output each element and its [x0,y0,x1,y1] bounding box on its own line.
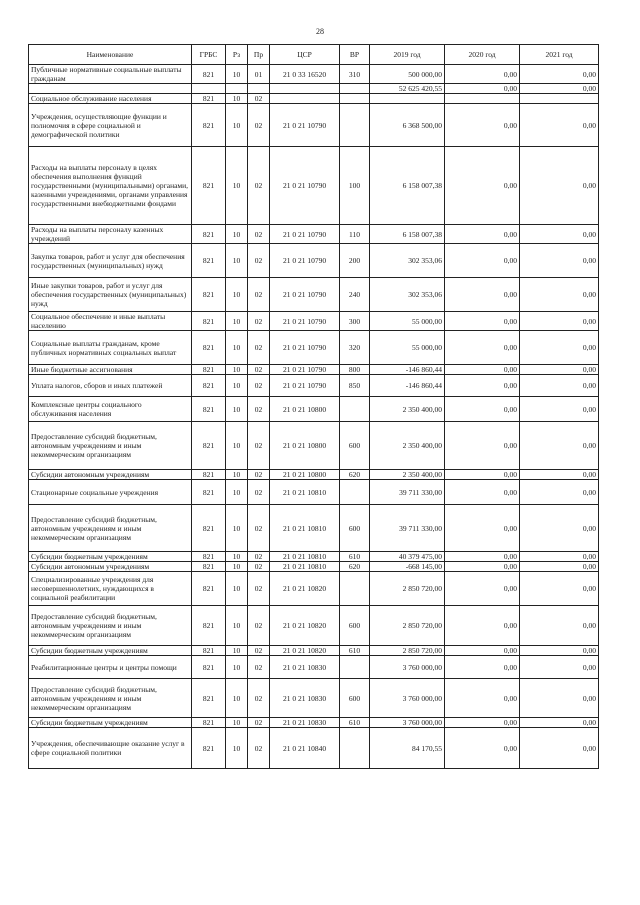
cell-2019: 3 760 000,00 [370,718,445,728]
cell-csr: 21 0 21 10790 [270,244,340,278]
cell-2020: 0,00 [445,365,520,375]
cell-pr: 02 [248,552,270,562]
cell-rz [226,84,248,94]
cell-2019: 2 850 720,00 [370,572,445,606]
cell-rz: 10 [226,679,248,718]
table-row [29,278,599,312]
cell-pr: 02 [248,278,270,312]
cell-grbs: 821 [192,147,226,225]
cell-2019: 2 350 400,00 [370,397,445,422]
cell-csr: 21 0 21 10790 [270,278,340,312]
cell-2021: 0,00 [520,470,599,480]
cell-name: Комплексные центры социального обслуживания населения [29,397,192,422]
cell-csr [270,94,340,104]
cell-2021: 0,00 [520,278,599,312]
cell-grbs: 821 [192,65,226,84]
cell-csr: 21 0 21 10810 [270,480,340,505]
cell-2020: 0,00 [445,104,520,147]
cell-2019: 6 158 007,38 [370,225,445,244]
cell-2020: 0,00 [445,505,520,552]
cell-pr: 02 [248,679,270,718]
cell-2021: 0,00 [520,646,599,656]
cell-vr [340,572,370,606]
cell-2020: 0,00 [445,225,520,244]
header-name: Наименование [29,45,192,65]
cell-csr: 21 0 33 16520 [270,65,340,84]
cell-2019: 2 350 400,00 [370,470,445,480]
cell-name: Иные бюджетные ассигнования [29,365,192,375]
header-pr: Пр [248,45,270,65]
cell-2019: 3 760 000,00 [370,656,445,679]
table-row [29,470,599,480]
cell-2021: 0,00 [520,375,599,397]
cell-name: Субсидии автономным учреждениям [29,470,192,480]
cell-2019: 6 368 500,00 [370,104,445,147]
cell-2021: 0,00 [520,572,599,606]
cell-grbs: 821 [192,606,226,646]
cell-grbs: 821 [192,104,226,147]
cell-2019: -668 145,00 [370,562,445,572]
cell-2021: 0,00 [520,331,599,365]
cell-vr: 300 [340,312,370,331]
cell-2019: 302 353,06 [370,278,445,312]
cell-rz: 10 [226,505,248,552]
cell-pr: 02 [248,244,270,278]
cell-2020: 0,00 [445,480,520,505]
cell-vr: 600 [340,422,370,470]
cell-rz: 10 [226,422,248,470]
cell-csr: 21 0 21 10790 [270,331,340,365]
cell-grbs: 821 [192,312,226,331]
table-row [29,728,599,769]
header-2019: 2019 год [370,45,445,65]
cell-grbs: 821 [192,646,226,656]
cell-vr: 110 [340,225,370,244]
cell-rz: 10 [226,147,248,225]
cell-grbs: 821 [192,728,226,769]
cell-csr: 21 0 21 10810 [270,552,340,562]
cell-name: Социальные выплаты гражданам, кроме публичных нормативных социальных выплат [29,331,192,365]
cell-grbs: 821 [192,375,226,397]
cell-vr: 240 [340,278,370,312]
cell-csr: 21 0 21 10790 [270,312,340,331]
cell-grbs: 821 [192,470,226,480]
cell-2020: 0,00 [445,147,520,225]
cell-2019: 3 760 000,00 [370,679,445,718]
cell-pr: 02 [248,505,270,552]
table-row [29,147,599,225]
table-row [29,84,599,94]
cell-name: Иные закупки товаров, работ и услуг для обеспечения государственных (муниципальных) нужд [29,278,192,312]
cell-2020: 0,00 [445,679,520,718]
header-2021: 2021 год [520,45,599,65]
cell-name: Реабилитационные центры и центры помощи [29,656,192,679]
cell-rz: 10 [226,312,248,331]
cell-pr: 02 [248,606,270,646]
cell-vr: 610 [340,718,370,728]
cell-2019: -146 860,44 [370,365,445,375]
cell-name: Уплата налогов, сборов и иных платежей [29,375,192,397]
table-row [29,422,599,470]
cell-name: Учреждения, обеспечивающие оказание услуг в сфере социальной политики [29,728,192,769]
cell-pr: 02 [248,562,270,572]
cell-grbs [192,84,226,94]
cell-rz: 10 [226,470,248,480]
cell-2021: 0,00 [520,718,599,728]
cell-2019: -146 860,44 [370,375,445,397]
cell-name [29,84,192,94]
cell-2019: 39 711 330,00 [370,480,445,505]
cell-2021: 0,00 [520,480,599,505]
cell-2019: 40 379 475,00 [370,552,445,562]
cell-2020: 0,00 [445,470,520,480]
table-row [29,606,599,646]
cell-rz: 10 [226,278,248,312]
table-row [29,312,599,331]
cell-vr [340,104,370,147]
cell-pr: 02 [248,422,270,470]
cell-pr: 02 [248,331,270,365]
table-row [29,65,599,84]
cell-vr [340,656,370,679]
cell-vr: 100 [340,147,370,225]
cell-name: Субсидии бюджетным учреждениям [29,646,192,656]
table-row [29,505,599,552]
table-row [29,104,599,147]
cell-pr: 01 [248,65,270,84]
cell-name: Предоставление субсидий бюджетным, автономным учреждениям и иным некоммерческим организациям [29,606,192,646]
cell-vr [340,480,370,505]
cell-2021: 0,00 [520,679,599,718]
cell-vr: 620 [340,562,370,572]
cell-pr: 02 [248,656,270,679]
cell-pr: 02 [248,646,270,656]
cell-csr: 21 0 21 10790 [270,365,340,375]
cell-rz: 10 [226,365,248,375]
cell-pr: 02 [248,312,270,331]
table-row [29,365,599,375]
cell-grbs: 821 [192,94,226,104]
cell-vr: 610 [340,552,370,562]
cell-2021: 0,00 [520,397,599,422]
cell-2019: 2 850 720,00 [370,646,445,656]
cell-2019: 39 711 330,00 [370,505,445,552]
cell-name: Расходы на выплаты персоналу казенных учреждений [29,225,192,244]
cell-name: Субсидии бюджетным учреждениям [29,552,192,562]
cell-csr: 21 0 21 10800 [270,422,340,470]
cell-grbs: 821 [192,422,226,470]
cell-csr: 21 0 21 10810 [270,505,340,552]
header-csr: ЦСР [270,45,340,65]
cell-grbs: 821 [192,480,226,505]
cell-2021: 0,00 [520,244,599,278]
cell-2021: 0,00 [520,84,599,94]
cell-csr: 21 0 21 10830 [270,656,340,679]
table-row [29,646,599,656]
cell-csr: 21 0 21 10790 [270,104,340,147]
cell-2019: 500 000,00 [370,65,445,84]
cell-vr: 310 [340,65,370,84]
cell-2019 [370,94,445,104]
cell-2019: 52 625 420,55 [370,84,445,94]
cell-name: Учреждения, осуществляющие функции и полномочия в сфере социальной и демографической политики [29,104,192,147]
cell-csr: 21 0 21 10790 [270,375,340,397]
cell-name: Стационарные социальные учреждения [29,480,192,505]
cell-rz: 10 [226,480,248,505]
table-row [29,331,599,365]
cell-csr: 21 0 21 10810 [270,562,340,572]
cell-pr: 02 [248,718,270,728]
cell-2020: 0,00 [445,278,520,312]
cell-name: Предоставление субсидий бюджетным, автономным учреждениям и иным некоммерческим организациям [29,422,192,470]
cell-2019: 2 350 400,00 [370,422,445,470]
cell-rz: 10 [226,728,248,769]
cell-rz: 10 [226,375,248,397]
cell-vr: 600 [340,679,370,718]
cell-pr: 02 [248,397,270,422]
cell-rz: 10 [226,65,248,84]
header-vr: ВР [340,45,370,65]
cell-2020: 0,00 [445,552,520,562]
cell-pr: 02 [248,728,270,769]
page-number: 28 [316,27,324,36]
cell-2020: 0,00 [445,397,520,422]
cell-rz: 10 [226,104,248,147]
cell-2020: 0,00 [445,84,520,94]
cell-rz: 10 [226,656,248,679]
cell-grbs: 821 [192,225,226,244]
cell-rz: 10 [226,397,248,422]
cell-grbs: 821 [192,562,226,572]
cell-2021 [520,94,599,104]
cell-2020: 0,00 [445,312,520,331]
cell-grbs: 821 [192,718,226,728]
cell-2020: 0,00 [445,728,520,769]
cell-csr: 21 0 21 10830 [270,718,340,728]
cell-2020: 0,00 [445,572,520,606]
cell-csr: 21 0 21 10840 [270,728,340,769]
cell-csr: 21 0 21 10790 [270,225,340,244]
cell-vr [340,397,370,422]
cell-2021: 0,00 [520,552,599,562]
cell-2021: 0,00 [520,104,599,147]
cell-2020: 0,00 [445,244,520,278]
header-rz: Рз [226,45,248,65]
cell-csr: 21 0 21 10820 [270,646,340,656]
cell-rz: 10 [226,718,248,728]
cell-2020: 0,00 [445,562,520,572]
cell-vr [340,84,370,94]
cell-name: Социальное обслуживание населения [29,94,192,104]
cell-grbs: 821 [192,552,226,562]
cell-vr: 610 [340,646,370,656]
cell-2021: 0,00 [520,312,599,331]
cell-vr: 850 [340,375,370,397]
cell-vr: 620 [340,470,370,480]
cell-2021: 0,00 [520,365,599,375]
cell-vr [340,728,370,769]
cell-2020: 0,00 [445,656,520,679]
cell-pr: 02 [248,480,270,505]
table-row [29,572,599,606]
cell-name: Субсидии автономным учреждениям [29,562,192,572]
cell-rz: 10 [226,244,248,278]
cell-pr: 02 [248,104,270,147]
header-grbs: ГРБС [192,45,226,65]
cell-2020 [445,94,520,104]
cell-vr: 320 [340,331,370,365]
cell-grbs: 821 [192,397,226,422]
cell-pr: 02 [248,147,270,225]
cell-2019: 6 158 007,38 [370,147,445,225]
cell-2021: 0,00 [520,606,599,646]
cell-grbs: 821 [192,278,226,312]
table-header-row [29,45,599,65]
cell-2021: 0,00 [520,147,599,225]
cell-rz: 10 [226,94,248,104]
header-2020: 2020 год [445,45,520,65]
cell-pr: 02 [248,375,270,397]
cell-csr: 21 0 21 10800 [270,397,340,422]
cell-vr: 200 [340,244,370,278]
cell-pr: 02 [248,365,270,375]
cell-vr: 600 [340,606,370,646]
cell-name: Специализированные учреждения для несовершеннолетних, нуждающихся в социальной реабилитации [29,572,192,606]
table-row [29,375,599,397]
cell-rz: 10 [226,225,248,244]
cell-name: Публичные нормативные социальные выплаты гражданам [29,65,192,84]
table-row [29,225,599,244]
cell-csr: 21 0 21 10790 [270,147,340,225]
cell-vr: 800 [340,365,370,375]
cell-rz: 10 [226,331,248,365]
cell-2019: 55 000,00 [370,331,445,365]
table-row [29,244,599,278]
cell-grbs: 821 [192,572,226,606]
cell-grbs: 821 [192,331,226,365]
cell-rz: 10 [226,552,248,562]
cell-csr [270,84,340,94]
cell-2019: 55 000,00 [370,312,445,331]
cell-pr: 02 [248,572,270,606]
cell-2020: 0,00 [445,646,520,656]
cell-grbs: 821 [192,505,226,552]
cell-vr: 600 [340,505,370,552]
cell-pr: 02 [248,225,270,244]
table-row [29,656,599,679]
cell-name: Расходы на выплаты персоналу в целях обеспечения выполнения функций государственными (муниципальными) органами, казенными учреждениями, органами управления государственными внебюджетными фондами [29,147,192,225]
cell-pr [248,84,270,94]
cell-csr: 21 0 21 10820 [270,606,340,646]
cell-rz: 10 [226,562,248,572]
table-row [29,679,599,718]
table-row [29,397,599,422]
budget-table [28,44,599,769]
cell-2019: 2 850 720,00 [370,606,445,646]
cell-grbs: 821 [192,656,226,679]
cell-name: Предоставление субсидий бюджетным, автономным учреждениям и иным некоммерческим организациям [29,505,192,552]
cell-rz: 10 [226,646,248,656]
cell-name: Социальное обеспечение и иные выплаты населению [29,312,192,331]
cell-2021: 0,00 [520,505,599,552]
table-row [29,552,599,562]
cell-rz: 10 [226,572,248,606]
cell-2021: 0,00 [520,728,599,769]
cell-2020: 0,00 [445,422,520,470]
cell-2019: 84 170,55 [370,728,445,769]
cell-2021: 0,00 [520,562,599,572]
cell-name: Субсидии бюджетным учреждениям [29,718,192,728]
cell-name: Закупка товаров, работ и услуг для обеспечения государственных (муниципальных) нужд [29,244,192,278]
cell-2020: 0,00 [445,606,520,646]
cell-csr: 21 0 21 10820 [270,572,340,606]
cell-2021: 0,00 [520,656,599,679]
cell-pr: 02 [248,94,270,104]
table-row [29,562,599,572]
cell-vr [340,94,370,104]
cell-2021: 0,00 [520,422,599,470]
cell-2020: 0,00 [445,718,520,728]
cell-2021: 0,00 [520,225,599,244]
cell-2020: 0,00 [445,375,520,397]
table-row [29,94,599,104]
cell-name: Предоставление субсидий бюджетным, автономным учреждениям и иным некоммерческим организациям [29,679,192,718]
cell-pr: 02 [248,470,270,480]
table-row [29,718,599,728]
cell-2020: 0,00 [445,331,520,365]
cell-2019: 302 353,06 [370,244,445,278]
cell-csr: 21 0 21 10800 [270,470,340,480]
cell-csr: 21 0 21 10830 [270,679,340,718]
cell-2021: 0,00 [520,65,599,84]
cell-grbs: 821 [192,365,226,375]
cell-grbs: 821 [192,679,226,718]
table-row [29,480,599,505]
cell-2020: 0,00 [445,65,520,84]
cell-rz: 10 [226,606,248,646]
cell-grbs: 821 [192,244,226,278]
